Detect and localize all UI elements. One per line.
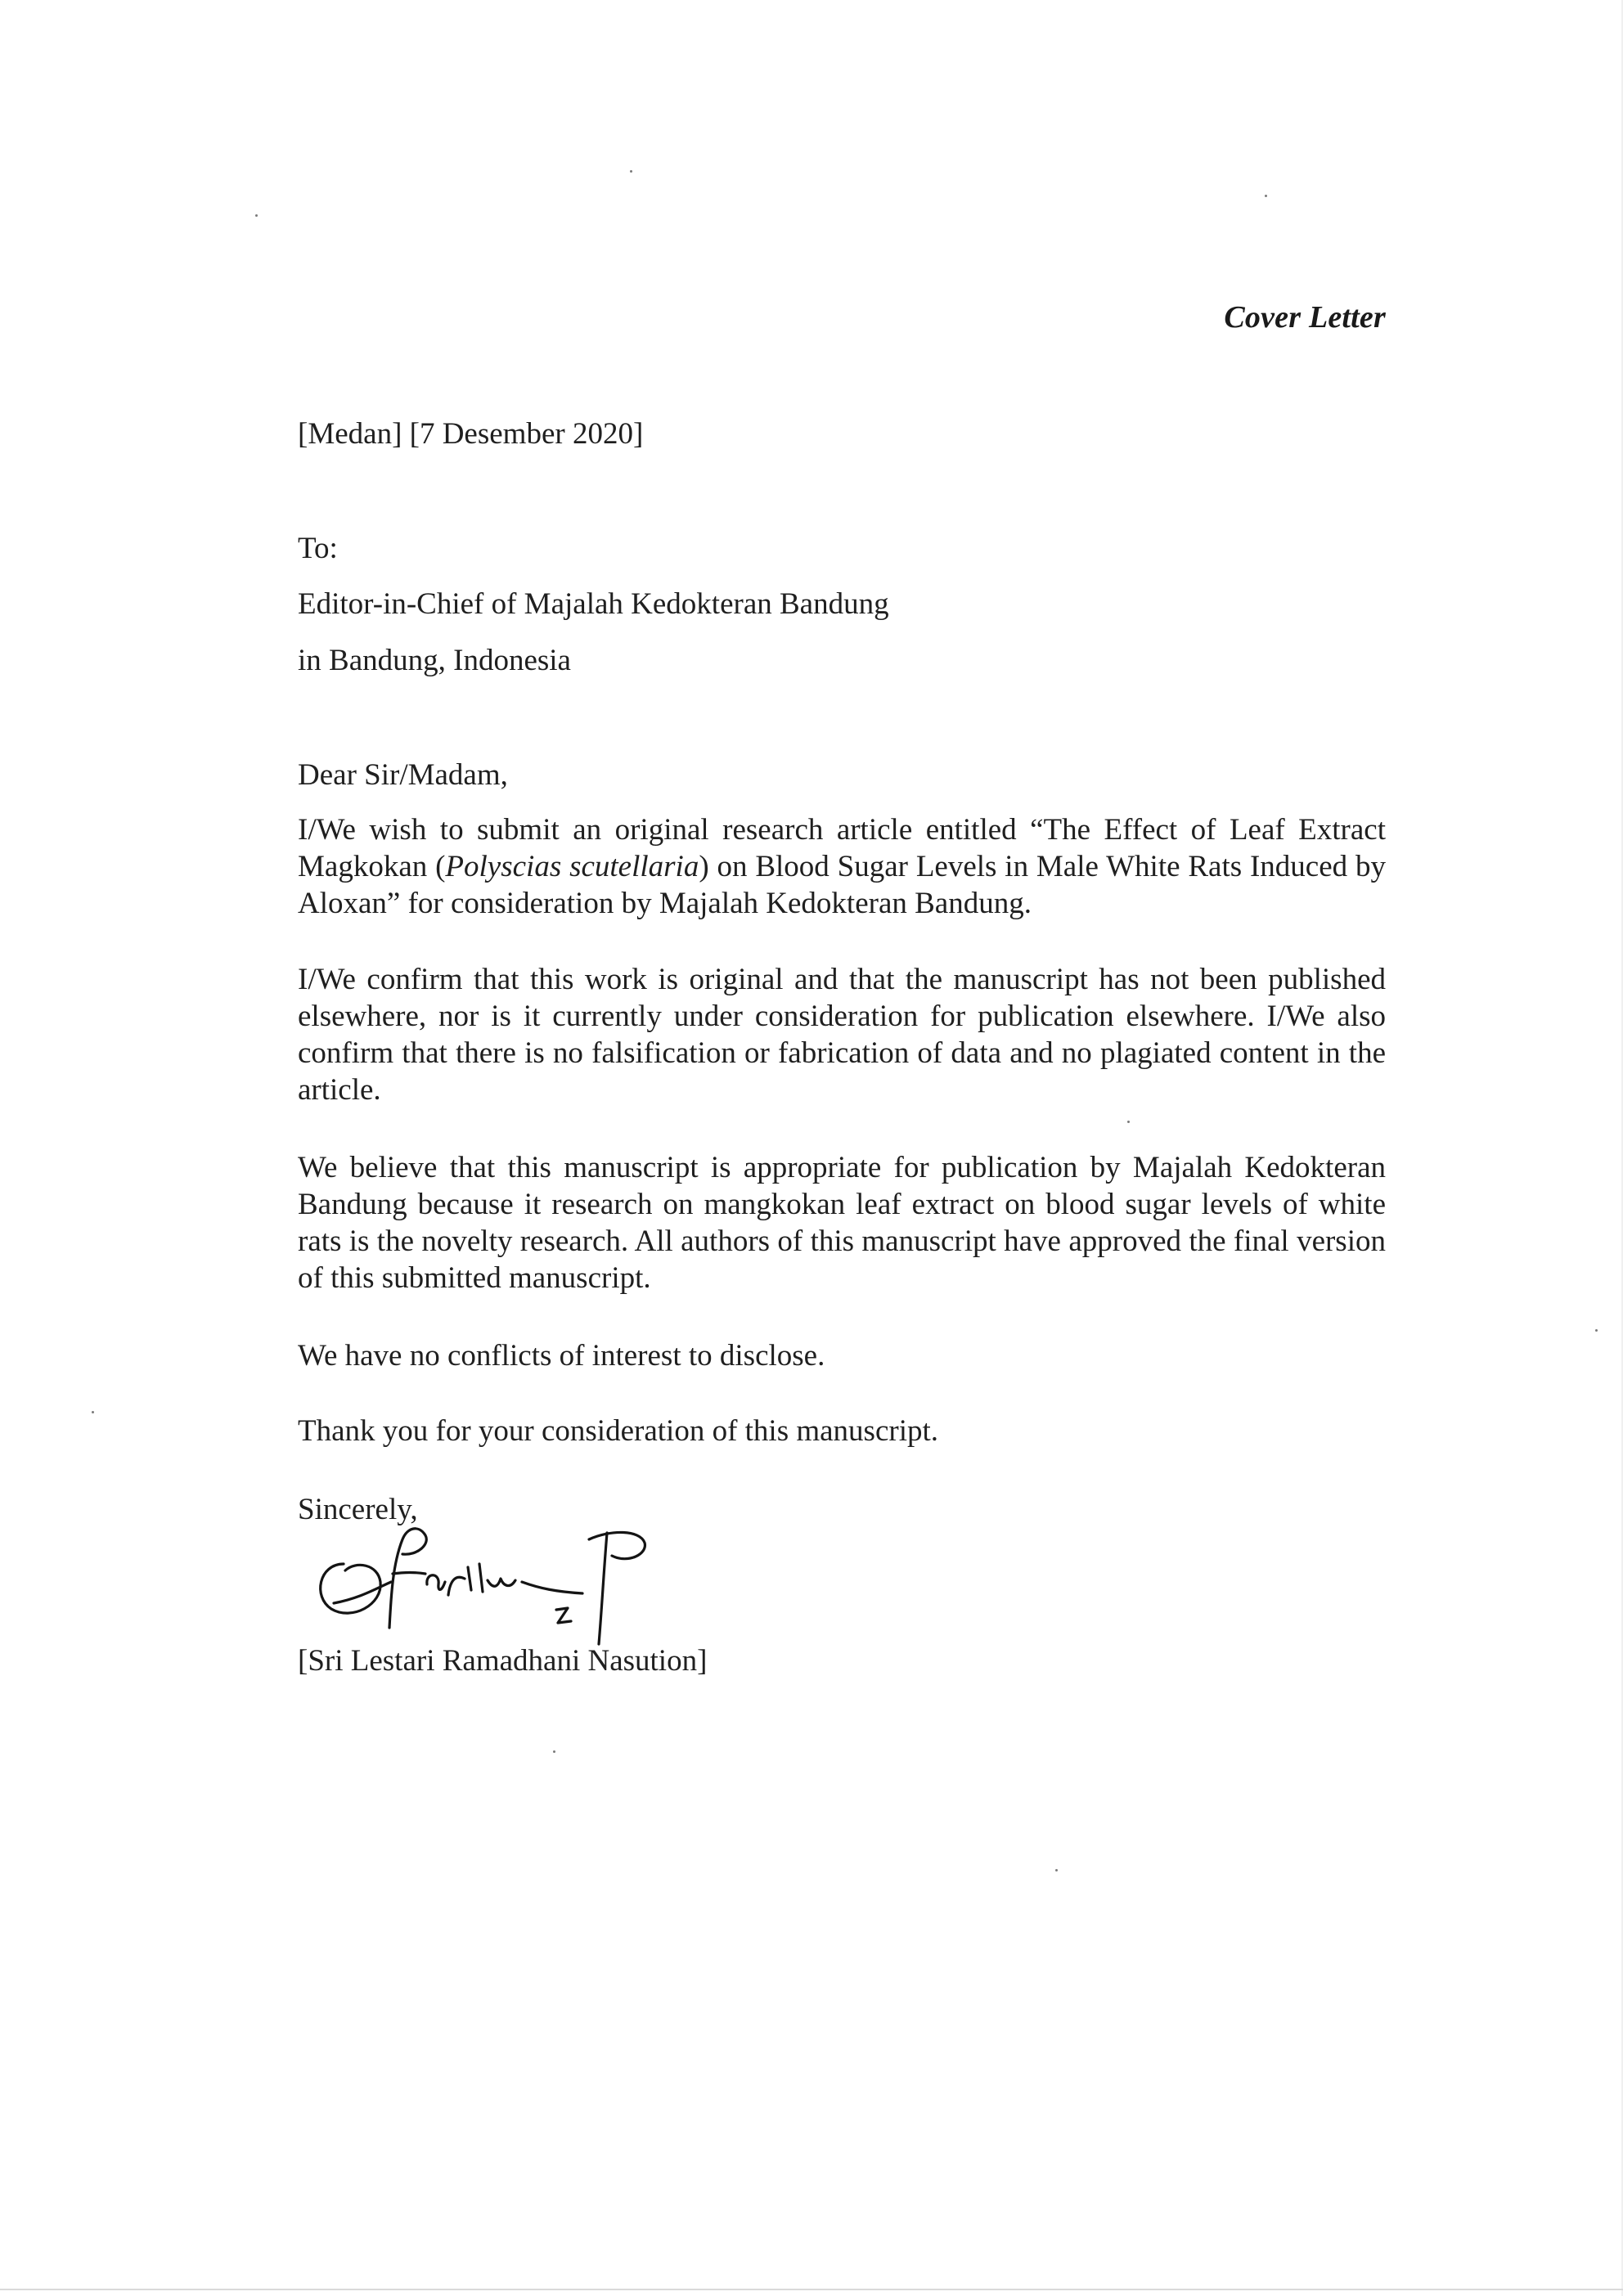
scan-speck	[1595, 1329, 1598, 1332]
document-title: Cover Letter	[1224, 300, 1386, 335]
paragraph-conflicts: We have no conflicts of interest to disclose.	[298, 1339, 825, 1373]
paragraph-submission	[298, 811, 1386, 922]
signer-name: [Sri Lestari Ramadhani Nasution]	[298, 1644, 708, 1678]
scan-speck	[1265, 195, 1267, 197]
to-label: To:	[298, 532, 338, 565]
paragraph-thanks: Thank you for your consideration of this manuscript.	[298, 1414, 938, 1448]
recipient-block	[298, 586, 1386, 699]
species-name: Polyscias scutellaria	[445, 850, 699, 883]
scan-speck	[1055, 1869, 1058, 1871]
handwritten-signature-icon	[311, 1507, 663, 1650]
paragraph-submission-text-2: ) on Blood Sugar Levels in Male White Rats Induced by Aloxan” for consideration by Majalah Kedokteran Bandung.	[298, 850, 1386, 920]
scan-speck	[1127, 1121, 1130, 1123]
paragraph-originality: I/We confirm that this work is original and that the manuscript has not been published elsewhere, nor is it currently under consideration for publication elsewhere. I/We also confirm that there is no falsification or fabrication of data and no plagiated content in the article.	[298, 963, 1386, 1107]
place-date-line: [Medan] [7 Desember 2020]	[298, 417, 644, 451]
scan-speck	[553, 1750, 555, 1753]
scan-speck	[630, 170, 632, 173]
paragraph-submission-text-1: I/We wish to submit an original research article entitled “The Effect of Leaf Extract Magkokan (	[298, 813, 1386, 883]
scan-speck	[255, 214, 258, 217]
closing: Sincerely,	[298, 1493, 418, 1526]
salutation: Dear Sir/Madam,	[298, 758, 508, 792]
paragraph-appropriateness: We believe that this manuscript is appropriate for publication by Majalah Kedokteran Bandung because it research on mangkokan leaf extract on blood sugar levels of white rats is the novelty research. All authors of this manuscript have approved the final version of this submitted manuscript.	[298, 1151, 1386, 1295]
scan-bottom-edge	[0, 2289, 1623, 2290]
scan-speck	[92, 1411, 94, 1413]
recipient-line-2: in Bandung, Indonesia	[298, 644, 571, 677]
recipient-line-1: Editor-in-Chief of Majalah Kedokteran Bandung	[298, 587, 889, 621]
